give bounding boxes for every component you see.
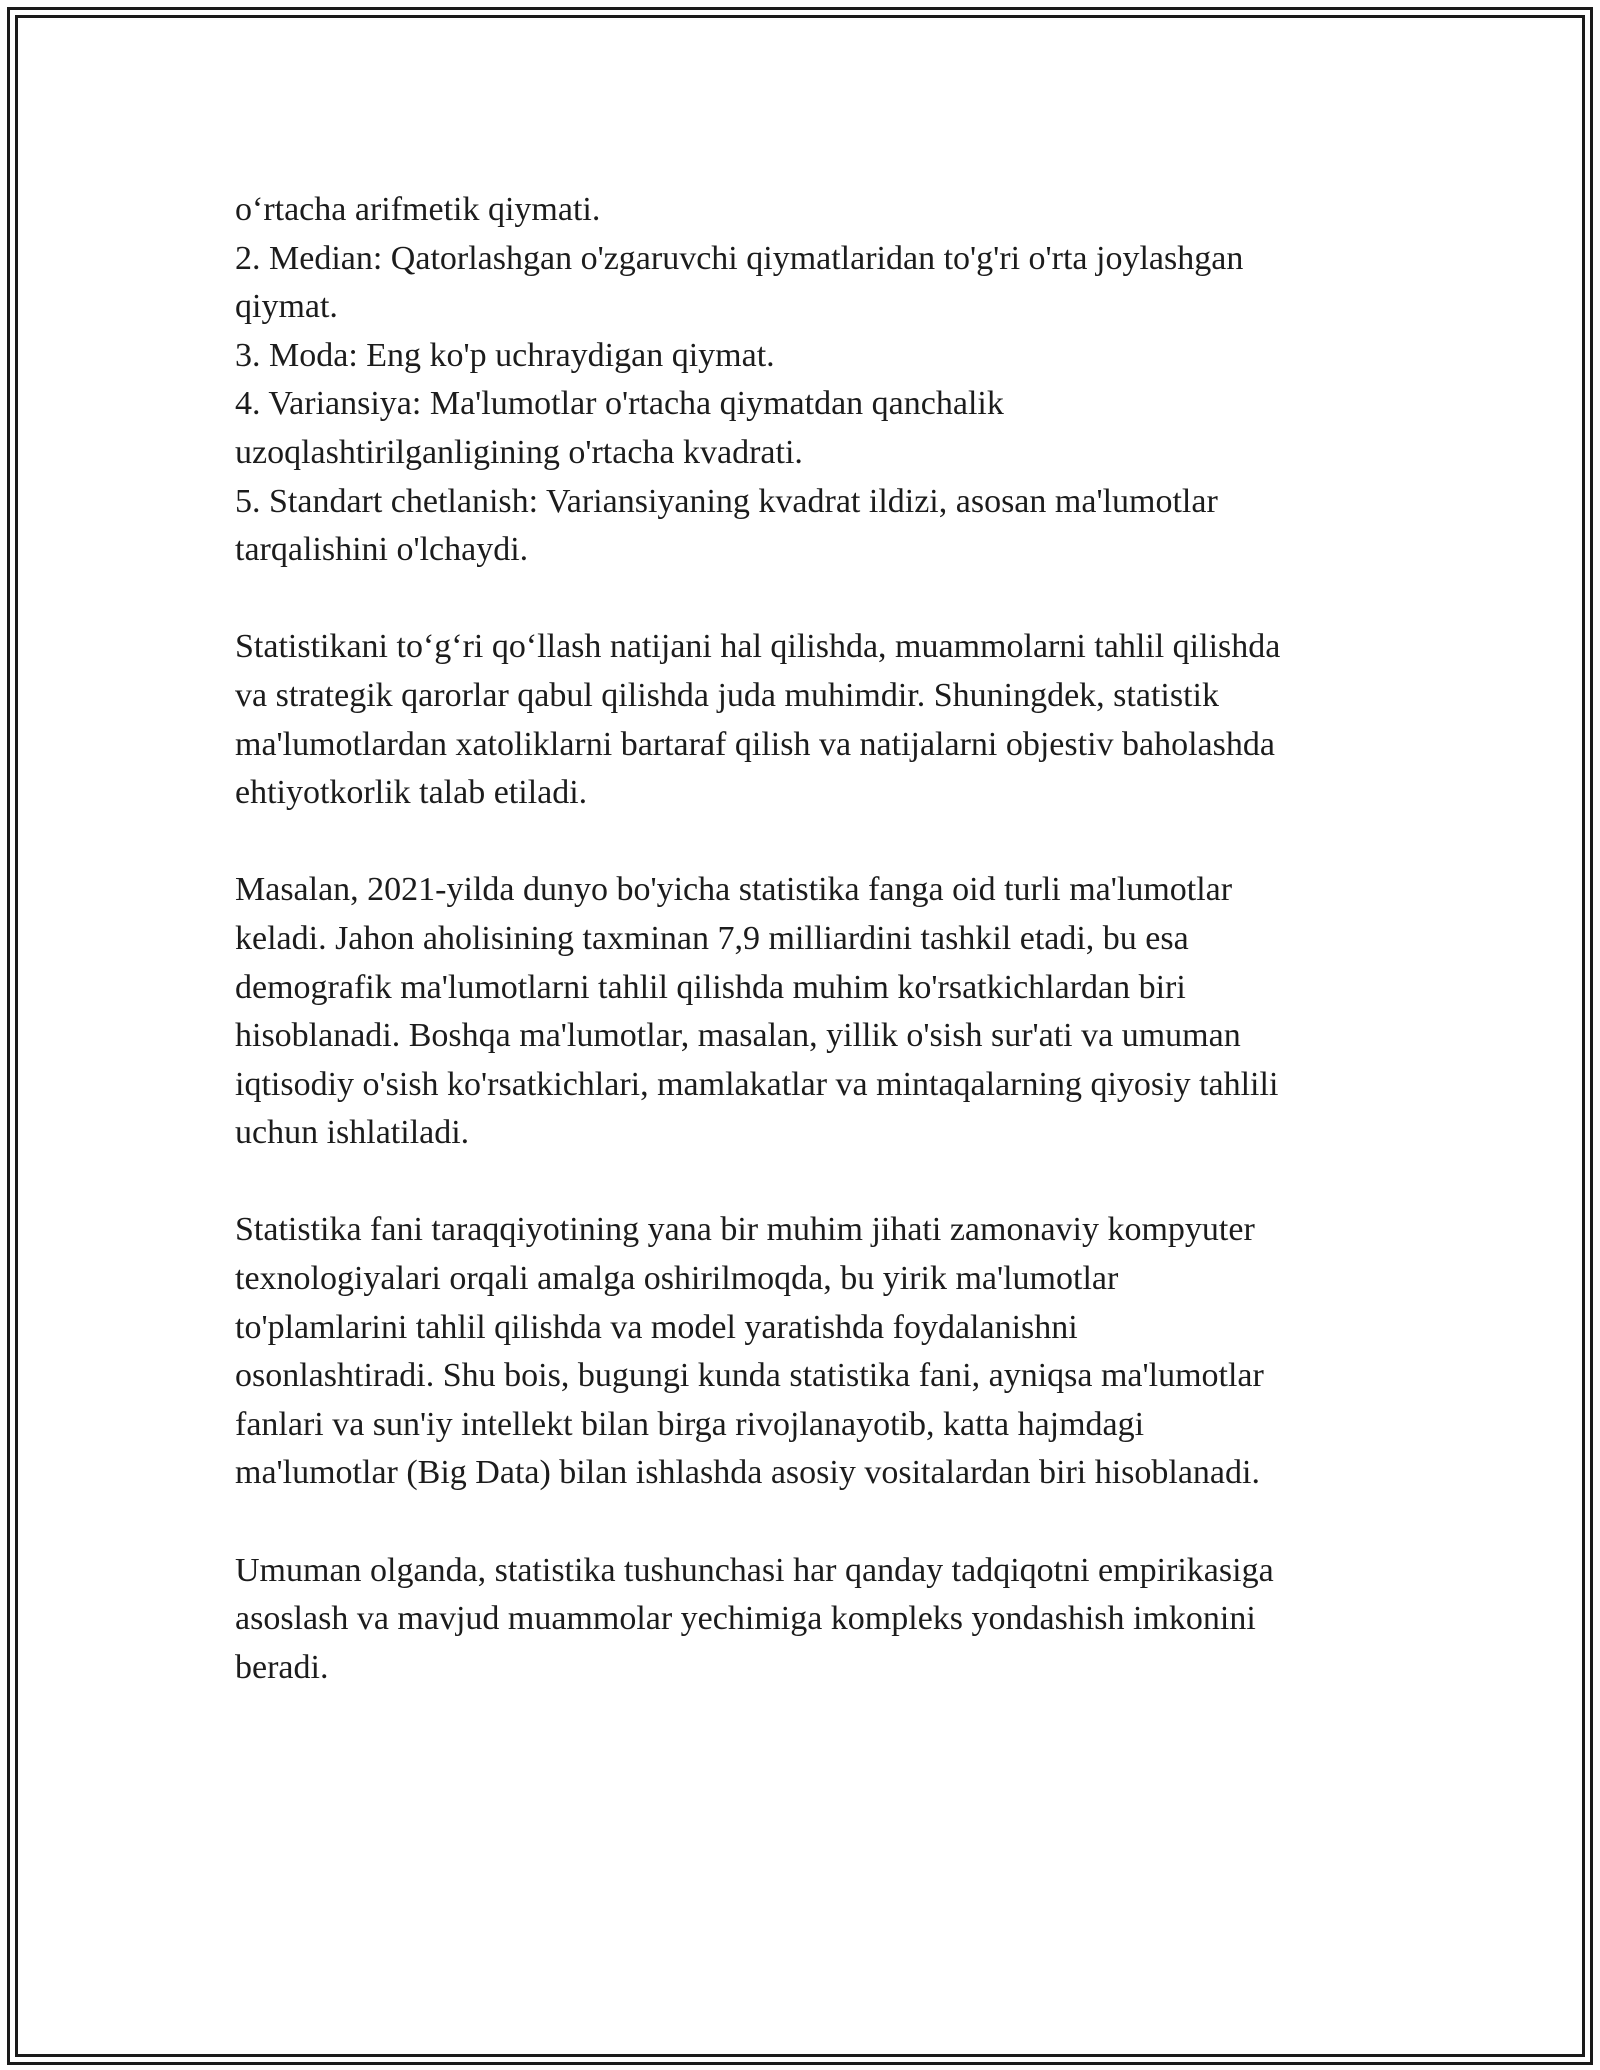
statistics-measures-list [235, 186, 1375, 575]
text-line: uzoqlashtirilganligining o'rtacha kvadrati. [235, 433, 803, 471]
text-line: tarqalishini o'lchaydi. [235, 531, 529, 569]
paragraph-conclusion [235, 1547, 1375, 1693]
paragraph-world-data-example [235, 866, 1375, 1158]
text-line: ma'lumotlar (Big Data) bilan ishlashda asosiy vositalardan biri hisoblanadi. [235, 1454, 1260, 1492]
text-line: hisoblanadi. Boshqa ma'lumotlar, masalan, yillik o'sish sur'ati va umuman [235, 1017, 1241, 1055]
text-line: va strategik qarorlar qabul qilishda juda muhimdir. Shuningdek, statistik [235, 676, 1219, 714]
document-body [235, 186, 1375, 1741]
text-line: qiymat. [235, 288, 338, 326]
text-line: fanlari va sun'iy intellekt bilan birga rivojlanayotib, katta hajmdagi [235, 1405, 1145, 1443]
text-line: ehtiyotkorlik talab etiladi. [235, 774, 588, 812]
text-line: Umuman olganda, statistika tushunchasi har qanday tadqiqotni empirikasiga [235, 1551, 1274, 1589]
text-line: to'plamlarini tahlil qilishda va model yaratishda foydalanishni [235, 1308, 1078, 1346]
text-line: texnologiyalari orqali amalga oshirilmoqda, bu yirik ma'lumotlar [235, 1260, 1119, 1298]
paragraph-computer-technologies [235, 1206, 1375, 1498]
text-line: Statistikani to‘g‘ri qo‘llash natijani hal qilishda, muammolarni tahlil qilishda [235, 628, 1281, 666]
text-line: Statistika fani taraqqiyotining yana bir muhim jihati zamonaviy kompyuter [235, 1211, 1255, 1249]
text-line: asoslash va mavjud muammolar yechimiga kompleks yondashish imkonini [235, 1600, 1256, 1638]
text-line: 4. Variansiya: Ma'lumotlar o'rtacha qiymatdan qanchalik [235, 385, 1004, 423]
text-line: 5. Standart chetlanish: Variansiyaning kvadrat ildizi, asosan ma'lumotlar [235, 482, 1218, 520]
text-line: Masalan, 2021-yilda dunyo bo'yicha statistika fanga oid turli ma'lumotlar [235, 871, 1233, 909]
text-line: iqtisodiy o'sish ko'rsatkichlari, mamlakatlar va mintaqalarning qiyosiy tahlili [235, 1065, 1279, 1103]
text-line: uchun ishlatiladi. [235, 1114, 470, 1152]
text-line: beradi. [235, 1648, 329, 1686]
text-line: o‘rtacha arifmetik qiymati. [235, 191, 601, 228]
text-line: osonlashtiradi. Shu bois, bugungi kunda statistika fani, ayniqsa ma'lumotlar [235, 1357, 1264, 1395]
text-line: demografik ma'lumotlarni tahlil qilishda muhim ko'rsatkichlardan biri [235, 968, 1186, 1006]
text-line: keladi. Jahon aholisining taxminan 7,9 milliardini tashkil etadi, bu esa [235, 919, 1189, 957]
text-line: 3. Moda: Eng ko'p uchraydigan qiymat. [235, 336, 775, 374]
text-line: ma'lumotlardan xatoliklarni bartaraf qilish va natijalarni objestiv baholashda [235, 725, 1275, 763]
text-line: 2. Median: Qatorlashgan o'zgaruvchi qiymatlaridan to'g'ri o'rta joylashgan [235, 239, 1244, 277]
paragraph-statistics-application [235, 623, 1375, 817]
